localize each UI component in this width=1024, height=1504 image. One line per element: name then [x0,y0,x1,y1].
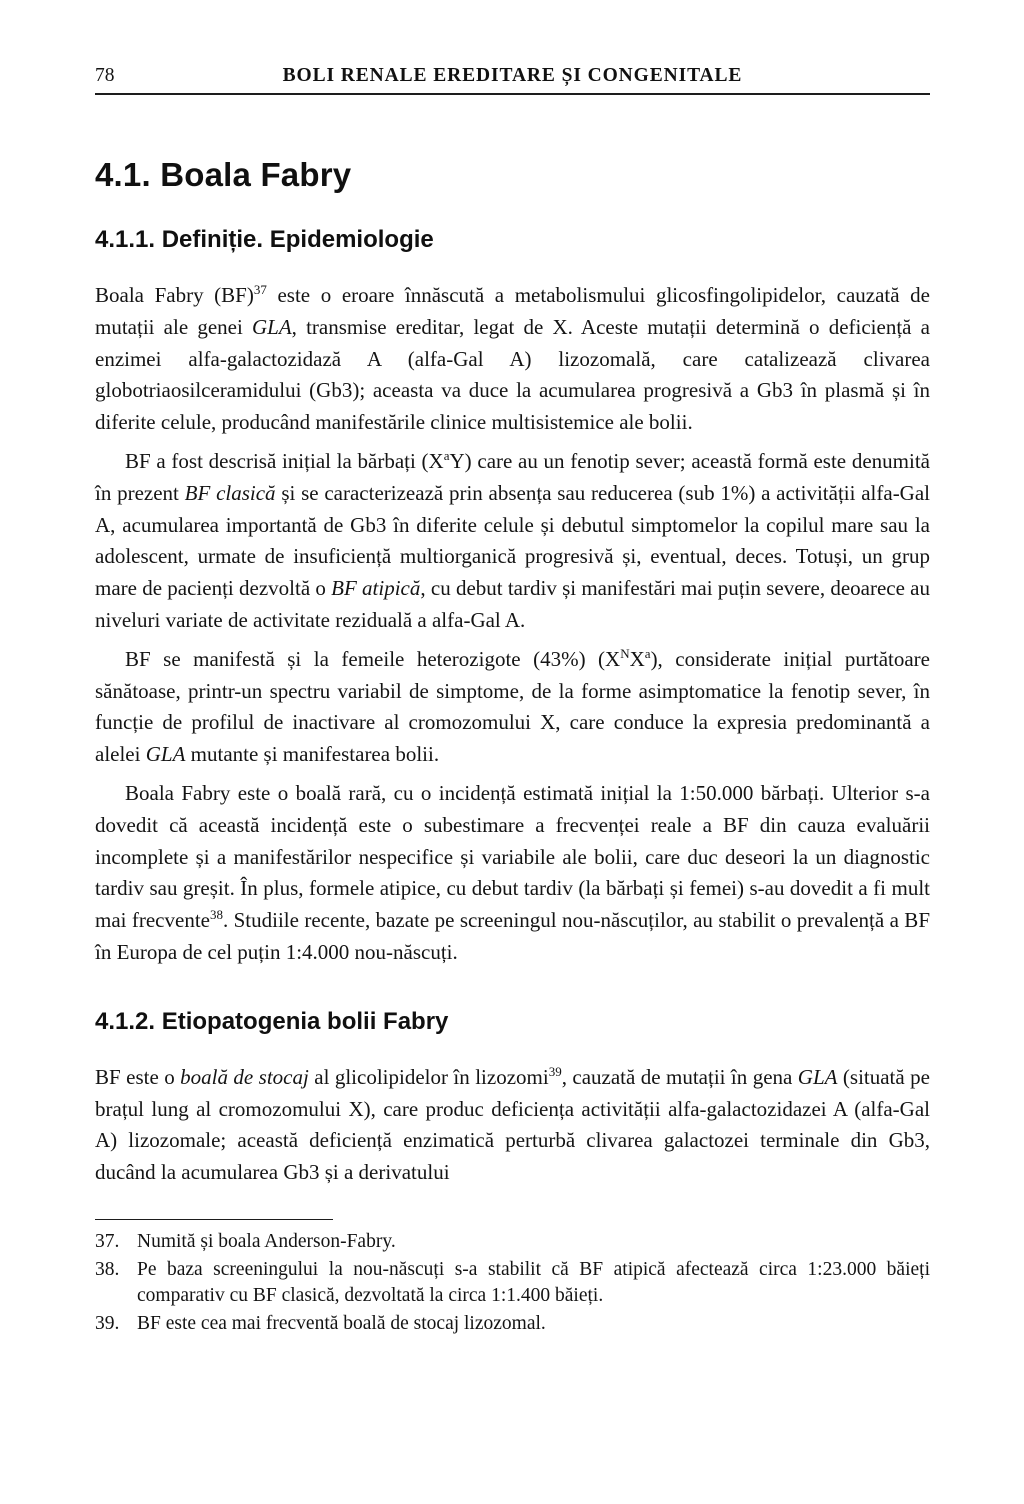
text-run: (situată pe brațul lung al cromozomului X), care produc deficiența activității alfa-galactozidazei A (alfa-Gal A) lizozomale; această deficiență enzimatică perturbă clivarea galactozei terminale din Gb3, ducând la acumularea Gb3 și a derivatului [95,1064,930,1185]
italic-term: boală de stocaj [180,1064,309,1089]
text-run: Boala Fabry (BF) [95,283,254,307]
footnote-37 [95,1229,930,1256]
superscript-reference: a [443,447,450,463]
footnote-number: 39. [95,1312,120,1334]
footnote-text: Pe baza screeningului la nou-născuți s-a stabilit că BF atipică afectează circa 1:23.000 băieți comparativ cu BF clasică, dezvoltată la circa 1:1.400 băieți. [137,1258,930,1307]
superscript-reference: a [644,645,651,661]
running-header [95,64,930,88]
text-run: și se caracterizează prin absența sau reducerea (sub 1%) a activității alfa-Gal A, acumularea importantă de Gb3 în diferite celule și debutul simptomelor la copilul mare sau la adolescent, urmate de insuficiență multiorganică progresivă și, eventual, deces. Totuși, un grup mare de pacienți dezvoltă o [95,480,931,601]
footnote-number: 37. [95,1230,120,1252]
italic-term: BF clasică [184,480,276,505]
running-title: BOLI RENALE EREDITARE ȘI CONGENITALE [282,65,743,86]
section-title-definitie-epidemiologie: 4.1.1. Definiție. Epidemiologie [95,226,434,253]
footnote-text: Numită și boala Anderson-Fabry. [137,1230,396,1252]
superscript-reference: 38 [209,907,223,923]
text-run: , cauzată de mutații în gena [561,1064,798,1089]
header-rule [95,93,930,95]
text-run: mutante și manifestarea bolii. [185,742,440,767]
footnote-text: BF este cea mai frecventă boală de stocaj lizozomal. [137,1312,546,1334]
italic-term: GLA [145,742,186,767]
text-run: Boala Fabry este o boală rară, cu o incidență estimată inițial la 1:50.000 bărbați. Ulterior s-a dovedit că această incidență este o subestimare a frecvenței reale a BF din cauza evaluării incomplete și a manifestărilor nespecifice și variabile ale bolii, care duc deseori la un diagnostic tardiv sau greșit. În plus, formele atipice, cu debut tardiv (la bărbați și femei) s-au dovedit a fi mult mai frecvente [95,780,930,933]
text-run: Y) care au un fenotip sever; această formă este denumită în prezent [95,448,930,505]
footnotes [95,1229,930,1337]
footnote-separator-rule [95,1219,333,1220]
text-run: BF se manifestă și la femeile heterozigote (43%) (X [125,646,621,671]
paragraph-definition-4 [95,778,930,969]
text-run: ), considerate inițial purtătoare sănătoase, printr-un spectru variabil de simptome, de la forme asimptomatice la fenotip sever, în funcție de profilul de inactivare al cromozomului X, care conduce la expresia predominantă a alelei [95,646,930,767]
text-run: BF a fost descrisă inițial la bărbați (X [125,448,444,473]
paragraph-etiopatogenia-1 [95,1062,930,1189]
text-run: . Studiile recente, bazate pe screeningul nou-născuților, au stabilit o prevalență a BF în Europa de cel puțin 1:4.000 nou-născuți. [95,908,930,964]
superscript-reference: N [620,645,630,661]
paragraph-definition-3 [95,644,930,771]
page-number: 78 [95,65,115,86]
text-run: X [629,646,645,671]
text-run: BF este o [95,1064,181,1089]
italic-term: GLA [251,314,292,339]
section-title-etiopatogenia: 4.1.2. Etiopatogenia bolii Fabry [95,1007,449,1035]
chapter-title: 4.1. Boala Fabry [95,156,352,193]
italic-term: BF atipică [331,576,421,601]
text-run: al glicolipidelor în lizozomi [308,1064,549,1089]
text-run: , transmise ereditar, legat de X. Aceste mutații determină o deficiență a enzimei alfa-galactozidază A (alfa-Gal A) lizozomală, care catalizează clivarea globotriaosilceramidului (Gb3); aceasta va duce la acumularea progresivă a Gb3 în plasmă și în diferite celule, producând manifestările clinice multisistemice ale bolii. [95,314,930,435]
paragraph-definition-2 [95,446,930,637]
superscript-reference: 39 [548,1063,562,1079]
text-run: , cu debut tardiv și manifestări mai puțin severe, deoarece au niveluri variate de activitate reziduală a alfa-Gal A. [95,576,931,632]
paragraph-definition-1 [95,280,930,439]
superscript-reference: 37 [253,282,267,297]
text-run: este o eroare înnăscută a metabolismului glicosfingolipidelor, cauzată de mutații ale genei [95,283,930,339]
page-content [95,155,930,1337]
footnote-38 [95,1257,930,1310]
italic-term: GLA [797,1064,838,1089]
footnote-number: 38. [95,1258,120,1280]
footnote-39 [95,1311,930,1338]
